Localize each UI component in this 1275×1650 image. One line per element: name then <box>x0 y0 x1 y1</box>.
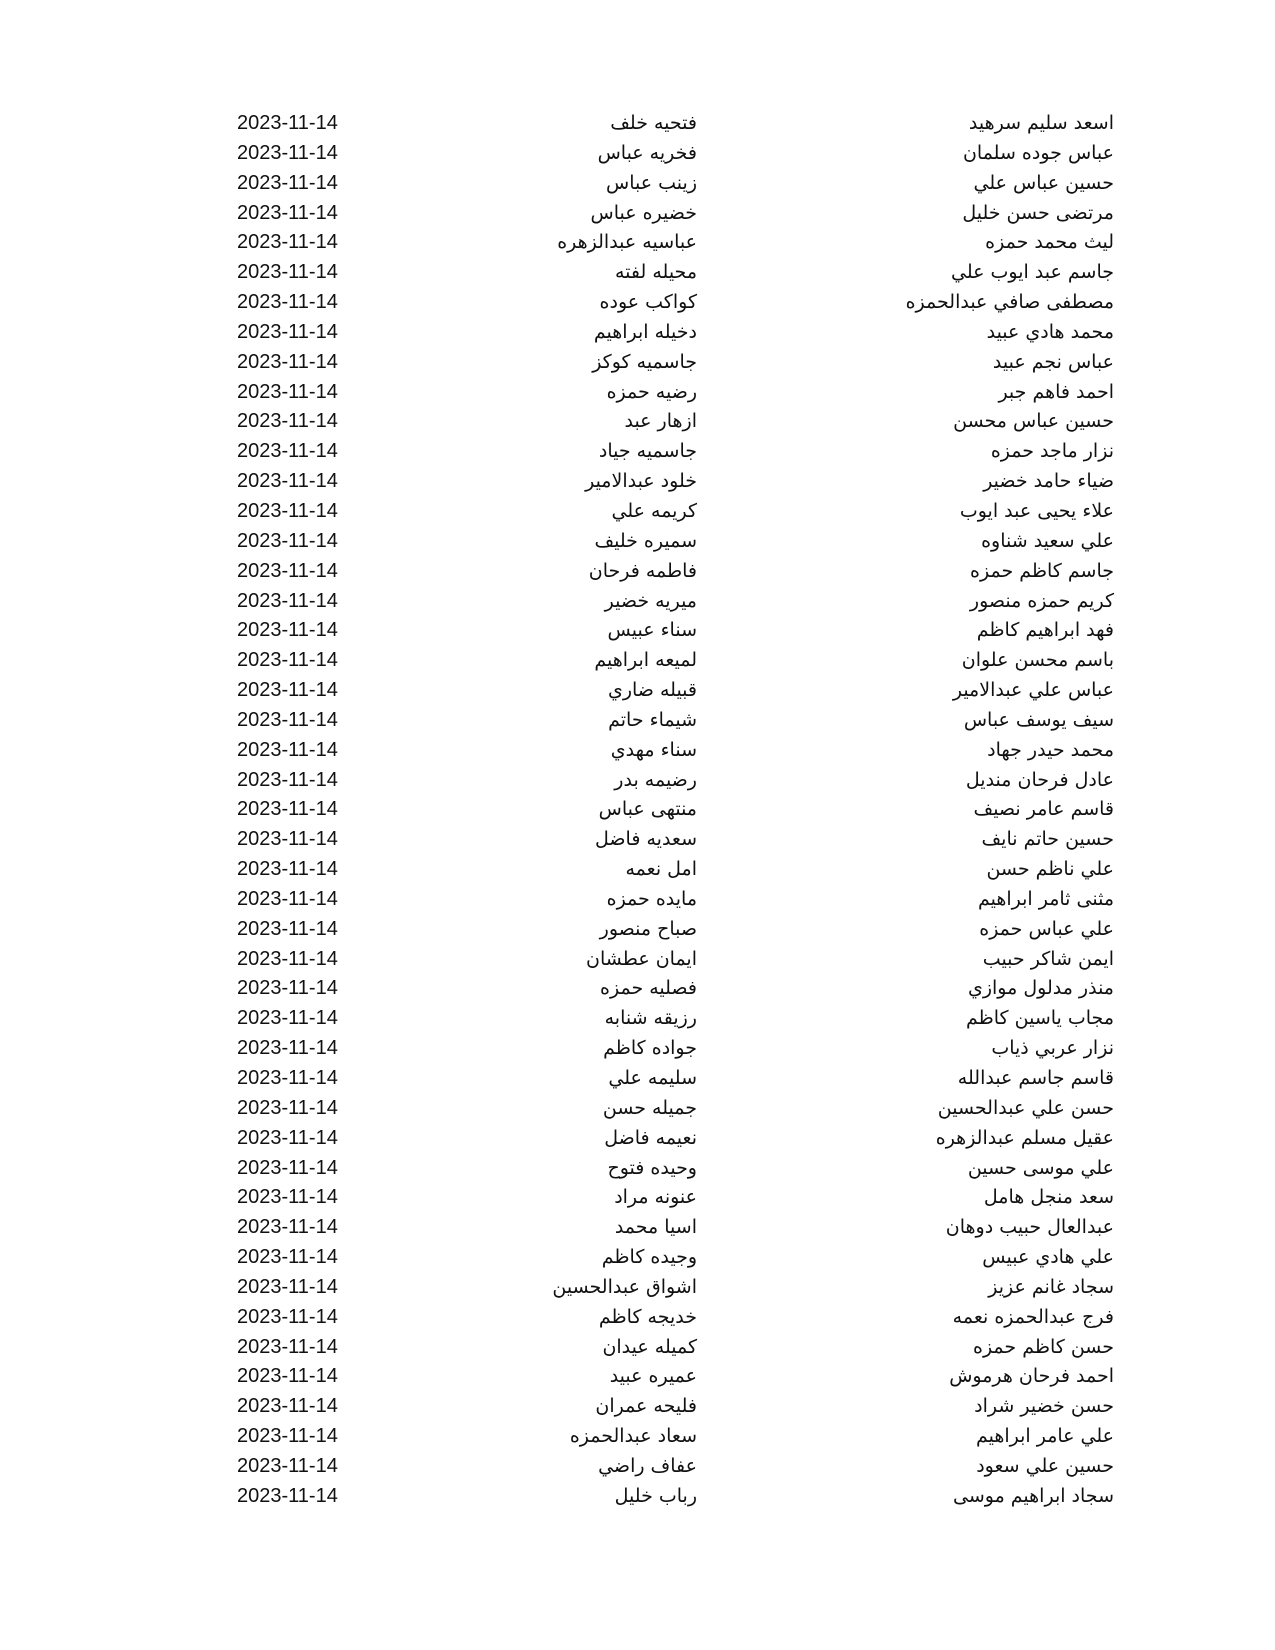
person-name-cell: ليث محمد حمزه <box>985 231 1114 254</box>
date-cell: 2023-11-14 <box>237 828 338 851</box>
date-cell: 2023-11-14 <box>237 679 338 702</box>
mother-name-cell: خضيره عباس <box>590 201 697 224</box>
date-cell: 2023-11-14 <box>237 1246 338 1269</box>
mother-name-cell: فليحه عمران <box>595 1395 697 1418</box>
mother-name-cell: ايمان عطشان <box>586 947 697 970</box>
person-name-cell: محمد حيدر جهاد <box>987 738 1114 761</box>
mother-name-cell: رضيمه بدر <box>614 768 697 791</box>
mother-name-cell: فاطمه فرحان <box>588 559 697 582</box>
date-cell: 2023-11-14 <box>237 350 338 373</box>
mother-name-cell: ميريه خضير <box>604 589 697 612</box>
table-row <box>0 228 1275 258</box>
date-cell: 2023-11-14 <box>237 1126 338 1149</box>
table-row <box>0 587 1275 617</box>
date-cell: 2023-11-14 <box>237 619 338 642</box>
date-cell: 2023-11-14 <box>237 499 338 522</box>
person-name-cell: عباس نجم عبيد <box>992 350 1114 373</box>
date-cell: 2023-11-14 <box>237 261 338 284</box>
date-cell: 2023-11-14 <box>237 708 338 731</box>
mother-name-cell: دخيله ابراهيم <box>593 320 697 343</box>
date-cell: 2023-11-14 <box>237 470 338 493</box>
mother-name-cell: كواكب عوده <box>599 291 697 314</box>
table-row <box>0 288 1275 318</box>
date-cell: 2023-11-14 <box>237 380 338 403</box>
table-row <box>0 676 1275 706</box>
date-cell: 2023-11-14 <box>237 858 338 881</box>
date-cell: 2023-11-14 <box>237 291 338 314</box>
date-cell: 2023-11-14 <box>237 559 338 582</box>
date-cell: 2023-11-14 <box>237 1484 338 1507</box>
table-row <box>0 169 1275 199</box>
table-row <box>0 616 1275 646</box>
person-name-cell: سجاد غانم عزيز <box>988 1275 1114 1298</box>
date-cell: 2023-11-14 <box>237 738 338 761</box>
mother-name-cell: سميره خليف <box>594 529 697 552</box>
person-name-cell: ضياء حامد خضير <box>983 470 1114 493</box>
table-row <box>0 646 1275 676</box>
table-row <box>0 139 1275 169</box>
mother-name-cell: نعيمه فاضل <box>604 1126 697 1149</box>
person-name-cell: علي عباس حمزه <box>979 917 1114 940</box>
mother-name-cell: منتهى عباس <box>598 798 697 821</box>
person-name-cell: حسن خضير شراد <box>974 1395 1114 1418</box>
mother-name-cell: صباح منصور <box>599 917 697 940</box>
date-cell: 2023-11-14 <box>237 1156 338 1179</box>
person-name-cell: سجاد ابراهيم موسى <box>953 1484 1114 1507</box>
mother-name-cell: سليمه علي <box>608 1067 697 1089</box>
table-row <box>0 467 1275 497</box>
person-name-cell: قاسم عامر نصيف <box>973 798 1114 821</box>
person-name-cell: حسين عباس علي <box>973 171 1114 194</box>
date-cell: 2023-11-14 <box>237 1425 338 1448</box>
person-name-cell: علي ناظم حسن <box>986 858 1114 881</box>
person-name-cell: قاسم جاسم عبدالله <box>957 1067 1114 1089</box>
mother-name-cell: جاسميه جياد <box>598 440 697 463</box>
mother-name-cell: خديجه كاظم <box>598 1305 697 1328</box>
person-name-cell: علي سعيد شناوه <box>981 529 1114 552</box>
table-row <box>0 706 1275 736</box>
mother-name-cell: فتحيه خلف <box>610 112 697 134</box>
mother-name-cell: عفاف راضي <box>598 1454 697 1477</box>
date-cell: 2023-11-14 <box>237 768 338 791</box>
date-cell: 2023-11-14 <box>237 589 338 612</box>
date-cell: 2023-11-14 <box>237 1454 338 1477</box>
person-name-cell: كريم حمزه منصور <box>969 589 1114 612</box>
person-name-cell: حسن كاظم حمزه <box>972 1335 1114 1358</box>
person-name-cell: نزار عربي ذياب <box>991 1037 1114 1060</box>
table-row <box>0 1213 1275 1243</box>
person-name-cell: محمد هادي عبيد <box>986 320 1114 343</box>
mother-name-cell: امل نعمه <box>625 858 697 881</box>
mother-name-cell: سناء عبيس <box>607 619 697 642</box>
table-row <box>0 1124 1275 1154</box>
table-row <box>0 974 1275 1004</box>
date-cell: 2023-11-14 <box>237 887 338 910</box>
table-row <box>0 497 1275 527</box>
mother-name-cell: رزيقه شنابه <box>604 1007 697 1030</box>
person-name-cell: حسن علي عبدالحسين <box>937 1096 1114 1119</box>
mother-name-cell: سناء مهدي <box>610 738 697 761</box>
date-cell: 2023-11-14 <box>237 1096 338 1119</box>
person-name-cell: علي هادي عبيس <box>982 1246 1114 1269</box>
person-name-cell: ايمن شاكر حبيب <box>982 947 1114 970</box>
table-row <box>0 1243 1275 1273</box>
table-row <box>0 1452 1275 1482</box>
person-name-cell: عادل فرحان منديل <box>965 768 1114 791</box>
table-row <box>0 437 1275 467</box>
mother-name-cell: رباب خليل <box>614 1484 697 1507</box>
table-row <box>0 527 1275 557</box>
date-cell: 2023-11-14 <box>237 1216 338 1239</box>
table-row <box>0 407 1275 437</box>
person-name-cell: علاء يحيى عبد ايوب <box>959 499 1114 522</box>
person-name-cell: علي موسى حسين <box>967 1156 1114 1179</box>
table-row <box>0 199 1275 229</box>
date-cell: 2023-11-14 <box>237 649 338 672</box>
table-row <box>0 378 1275 408</box>
person-name-cell: حسين علي سعود <box>976 1454 1114 1477</box>
mother-name-cell: شيماء حاتم <box>608 708 697 731</box>
table-row <box>0 885 1275 915</box>
mother-name-cell: رضيه حمزه <box>606 380 697 403</box>
person-name-cell: نزار ماجد حمزه <box>990 440 1114 463</box>
date-cell: 2023-11-14 <box>237 798 338 821</box>
date-cell: 2023-11-14 <box>237 1275 338 1298</box>
mother-name-cell: قبيله ضاري <box>607 679 697 702</box>
table-row <box>0 915 1275 945</box>
table-row <box>0 1482 1275 1512</box>
person-name-cell: فرج عبدالحمزه نعمه <box>952 1305 1114 1328</box>
person-name-cell: باسم محسن علوان <box>961 649 1114 672</box>
mother-name-cell: اسيا محمد <box>614 1216 697 1239</box>
mother-name-cell: سعديه فاضل <box>595 828 697 851</box>
table-row <box>0 1004 1275 1034</box>
date-cell: 2023-11-14 <box>237 1365 338 1388</box>
table-row <box>0 1392 1275 1422</box>
person-name-cell: جاسم كاظم حمزه <box>970 559 1114 582</box>
date-cell: 2023-11-14 <box>237 112 338 134</box>
person-name-cell: حسين حاتم نايف <box>981 828 1114 851</box>
table-row <box>0 1064 1275 1094</box>
mother-name-cell: كريمه علي <box>611 499 697 522</box>
mother-name-cell: سعاد عبدالحمزه <box>569 1425 697 1448</box>
person-name-cell: علي عامر ابراهيم <box>975 1425 1114 1448</box>
table-row <box>0 557 1275 587</box>
date-cell: 2023-11-14 <box>237 410 338 433</box>
mother-name-cell: محيله لفته <box>614 261 697 284</box>
mother-name-cell: زينب عباس <box>606 171 697 194</box>
date-cell: 2023-11-14 <box>237 1305 338 1328</box>
person-name-cell: عباس علي عبدالامير <box>952 679 1114 702</box>
mother-name-cell: فخريه عباس <box>597 141 697 164</box>
person-name-cell: حسين عباس محسن <box>953 410 1114 433</box>
table-row <box>0 348 1275 378</box>
mother-name-cell: ازهار عبد <box>624 410 697 433</box>
mother-name-cell: جاسميه كوكز <box>592 350 697 373</box>
person-name-cell: جاسم عبد ايوب علي <box>951 261 1114 284</box>
records-table <box>0 109 1275 1512</box>
person-name-cell: سعد منجل هامل <box>983 1186 1114 1209</box>
date-cell: 2023-11-14 <box>237 320 338 343</box>
table-row <box>0 1273 1275 1303</box>
table-row <box>0 1303 1275 1333</box>
mother-name-cell: جواده كاظم <box>603 1037 697 1060</box>
mother-name-cell: فصليه حمزه <box>600 977 697 1000</box>
date-cell: 2023-11-14 <box>237 1037 338 1060</box>
table-row <box>0 1034 1275 1064</box>
mother-name-cell: وحيده فتوح <box>607 1156 697 1179</box>
person-name-cell: احمد فاهم جبر <box>998 380 1114 403</box>
date-cell: 2023-11-14 <box>237 1067 338 1089</box>
person-name-cell: مرتضى حسن خليل <box>962 201 1114 224</box>
date-cell: 2023-11-14 <box>237 201 338 224</box>
mother-name-cell: اشواق عبدالحسين <box>552 1275 697 1298</box>
date-cell: 2023-11-14 <box>237 231 338 254</box>
table-row <box>0 795 1275 825</box>
mother-name-cell: وجيده كاظم <box>601 1246 697 1269</box>
mother-name-cell: مايده حمزه <box>606 887 697 910</box>
date-cell: 2023-11-14 <box>237 1335 338 1358</box>
person-name-cell: مجاب ياسين كاظم <box>966 1007 1114 1030</box>
mother-name-cell: جميله حسن <box>602 1096 697 1119</box>
table-row <box>0 855 1275 885</box>
date-cell: 2023-11-14 <box>237 529 338 552</box>
date-cell: 2023-11-14 <box>237 141 338 164</box>
table-row <box>0 1333 1275 1363</box>
person-name-cell: اسعد سليم سرهيد <box>968 112 1114 134</box>
date-cell: 2023-11-14 <box>237 1007 338 1030</box>
date-cell: 2023-11-14 <box>237 171 338 194</box>
person-name-cell: عقيل مسلم عبدالزهره <box>935 1126 1114 1149</box>
mother-name-cell: عباسيه عبدالزهره <box>557 231 697 254</box>
table-row <box>0 945 1275 975</box>
mother-name-cell: كميله عيدان <box>602 1335 697 1358</box>
mother-name-cell: لميعه ابراهيم <box>594 649 697 672</box>
date-cell: 2023-11-14 <box>237 917 338 940</box>
date-cell: 2023-11-14 <box>237 1395 338 1418</box>
mother-name-cell: خلود عبدالامير <box>585 470 697 493</box>
person-name-cell: مصطفى صافي عبدالحمزه <box>905 291 1114 314</box>
date-cell: 2023-11-14 <box>237 947 338 970</box>
person-name-cell: عباس جوده سلمان <box>962 141 1114 164</box>
table-row <box>0 318 1275 348</box>
person-name-cell: عبدالعال حبيب دوهان <box>945 1216 1114 1239</box>
table-row <box>0 825 1275 855</box>
person-name-cell: فهد ابراهيم كاظم <box>976 619 1114 642</box>
table-row <box>0 766 1275 796</box>
person-name-cell: احمد فرحان هرموش <box>949 1365 1114 1388</box>
table-row <box>0 109 1275 139</box>
table-row <box>0 1094 1275 1124</box>
mother-name-cell: عميره عبيد <box>609 1365 697 1388</box>
table-row <box>0 1154 1275 1184</box>
person-name-cell: سيف يوسف عباس <box>963 708 1114 731</box>
mother-name-cell: عنونه مراد <box>614 1186 697 1209</box>
table-row <box>0 1362 1275 1392</box>
date-cell: 2023-11-14 <box>237 440 338 463</box>
table-row <box>0 1183 1275 1213</box>
person-name-cell: منذر مدلول موازي <box>967 977 1114 1000</box>
table-row <box>0 736 1275 766</box>
date-cell: 2023-11-14 <box>237 977 338 1000</box>
person-name-cell: مثنى ثامر ابراهيم <box>977 887 1114 910</box>
date-cell: 2023-11-14 <box>237 1186 338 1209</box>
table-row <box>0 258 1275 288</box>
table-row <box>0 1422 1275 1452</box>
